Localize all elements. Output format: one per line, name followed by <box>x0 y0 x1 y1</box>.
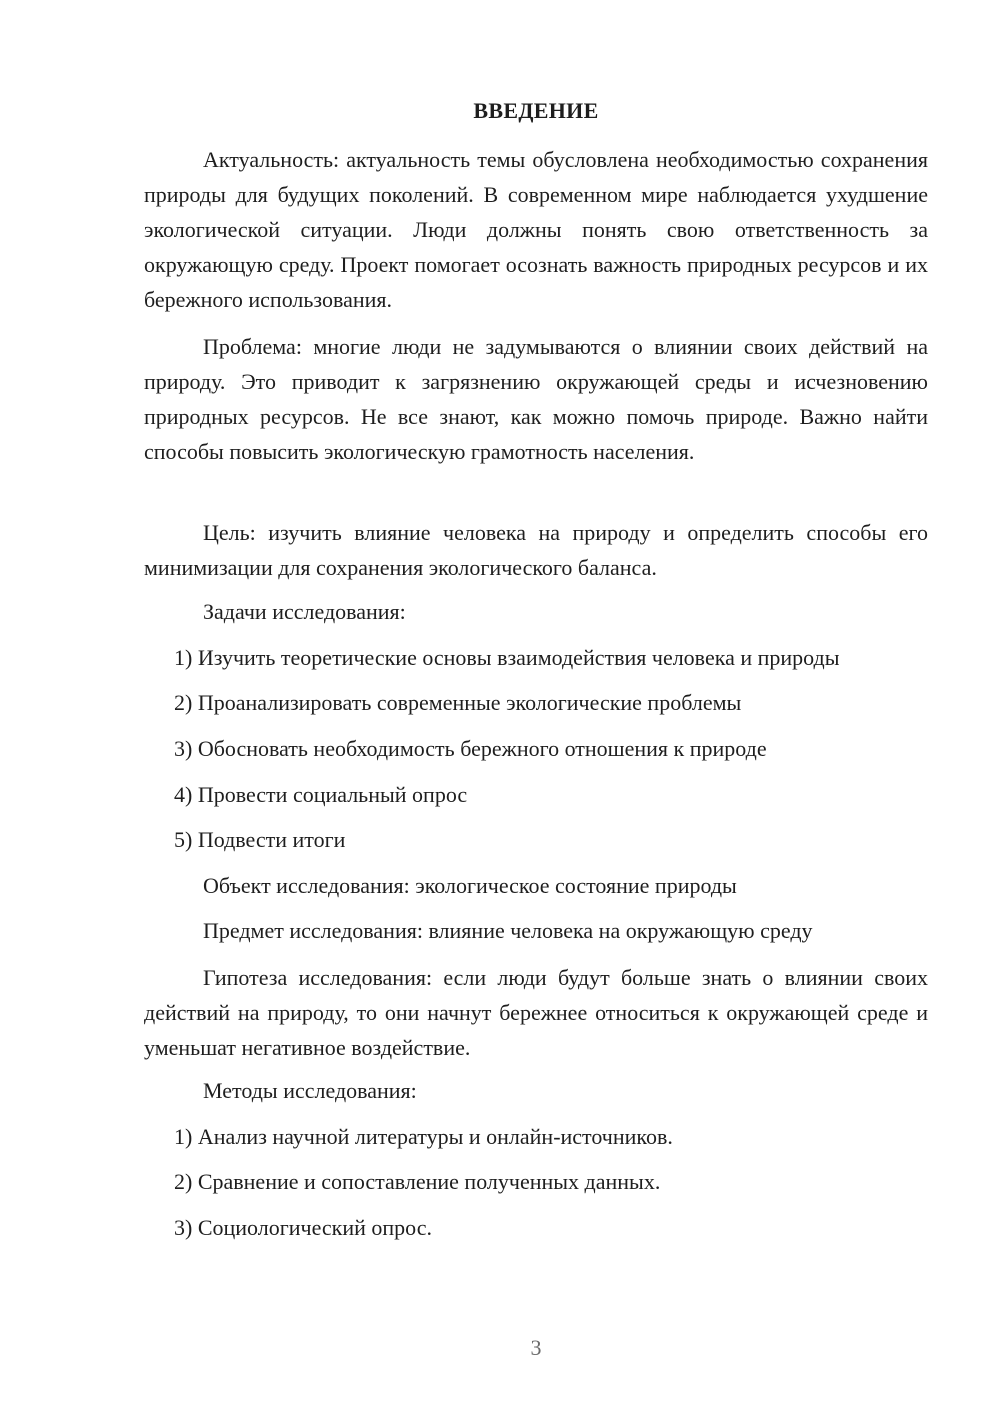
task-item: 5) Подвести итоги <box>174 827 346 852</box>
methods-heading: Методы исследования: <box>203 1078 417 1103</box>
section-title: ВВЕДЕНИЕ <box>473 98 599 123</box>
task-item: 4) Провести социальный опрос <box>174 782 468 807</box>
method-item: 1) Анализ научной литературы и онлайн-источников. <box>174 1124 673 1149</box>
paragraph-relevance: Актуальность: актуальность темы обусловлена необходимостью сохранения природы для будущих поколений. В современном мире наблюдается ухудшение экологической ситуации. Люди должны понять свою ответственность за окружающую среду. Проект помогает осознать важность природных ресурсов и их бережного использования. <box>144 147 928 312</box>
research-object: Объект исследования: экологическое состояние природы <box>203 873 737 898</box>
method-item: 2) Сравнение и сопоставление полученных данных. <box>174 1169 661 1194</box>
page-number: 3 <box>530 1335 542 1360</box>
method-item: 3) Социологический опрос. <box>174 1215 432 1240</box>
paragraph-problem: Проблема: многие люди не задумываются о влиянии своих действий на природу. Это приводит к загрязнению окружающей среды и исчезновению природных ресурсов. Не все знают, как можно помочь природе. Важно найти способы повысить экологическую грамотность населения. <box>144 334 928 464</box>
tasks-heading: Задачи исследования: <box>203 599 406 624</box>
paragraph-goal: Цель: изучить влияние человека на природу и определить способы его минимизации для сохранения экологического баланса. <box>144 520 928 580</box>
task-item: 1) Изучить теоретические основы взаимодействия человека и природы <box>174 645 840 670</box>
task-item: 2) Проанализировать современные экологические проблемы <box>174 690 742 715</box>
task-item: 3) Обосновать необходимость бережного отношения к природе <box>174 736 767 761</box>
paragraph-hypothesis: Гипотеза исследования: если люди будут больше знать о влиянии своих действий на природу, то они начнут бережнее относиться к окружающей среде и уменьшат негативное воздействие. <box>144 965 928 1060</box>
research-subject: Предмет исследования: влияние человека на окружающую среду <box>203 918 813 943</box>
